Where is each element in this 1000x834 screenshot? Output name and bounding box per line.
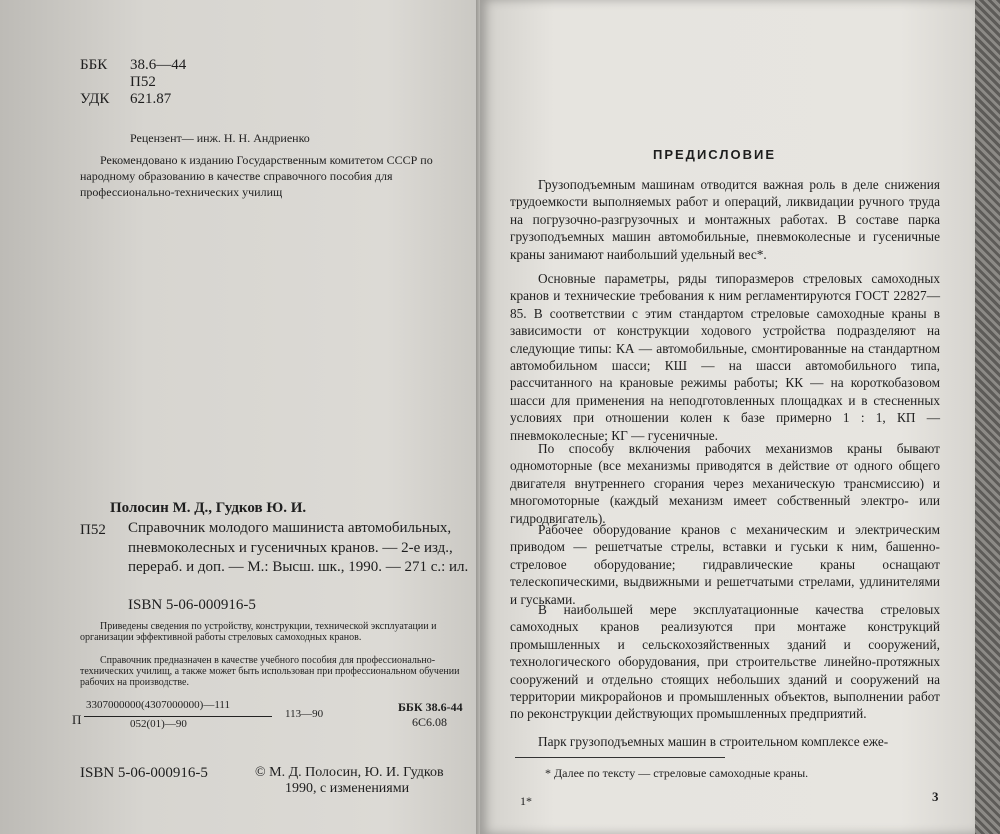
page-number: 3 [932,789,939,804]
preface-paragraph-4: Рабочее оборудование кранов с механическим и электрическим приводом — решетчатые стрелы, вставки и гуськи к ним, башенно-стреловое оборудование; гидравлические краны оснащают телескопическими, выдвижными и решетчатыми стрелами, удлинителями и гуськами. [510,522,940,607]
preface-heading: ПРЕДИСЛОВИЕ [653,147,776,162]
imprint-bbk: ББК 38.6-44 [398,700,463,714]
imprint-denominator: 052(01)—90 [130,718,187,730]
imprint-number: 113—90 [285,708,324,720]
footnote: * Далее по тексту — стреловые самоходные краны. [545,766,809,780]
catalog-code: П52 [80,522,106,538]
imprint-code: 6С6.08 [412,715,448,729]
preface-paragraph-5: В наибольшей мере эксплуатационные качества стреловых самоходных кранов реализуются при монтаже конструкций промышленных и сельскохозяйственных зданий и сооружений, технологического оборудования, при строительстве линейно-протяжных сооружений и отдельно стоящих небольших зданий и сооружений на территории микрорайонов и промышленных объектов, выполнении работ по реконструкции действующих промышленных предприятий. [510,602,940,722]
isbn-short: ISBN 5-06-000916-5 [128,597,256,613]
fraction-line [84,716,272,717]
preface-paragraph-1: Грузоподъемным машинам отводится важная роль в деле снижения трудоемкости выполняемых работ и операций, ликвидации ручного труда на погрузочно-разгрузочных и монтажных работах. В составе парка грузоподъемных машин автомобильные, пневмоколесные и гусеничные краны занимают наибольший удельный вес*. [510,177,940,262]
bbk-value: 38.6—44 [130,57,187,73]
reviewer-line: Рецензент— инж. Н. Н. Андриенко [130,131,310,145]
abstract-1: Приведены сведения по устройству, конструкции, технической эксплуатации и организации эффективной работы стреловых самоходных кранов. [80,621,437,643]
imprint-p: П [72,712,82,727]
udk-label: УДК [80,91,110,107]
footnote-rule [515,757,725,758]
bibliographic-description: Справочник молодого машиниста автомобильных, пневмоколесных и гусеничных кранов. — 2-е изд., перераб. и доп. — М.: Высш. шк., 1990. — 271 с.: ил. [128,520,469,575]
udk-value: 621.87 [130,91,172,107]
copyright-line-2: 1990, с изменениями [285,781,410,796]
left-page [0,0,483,834]
imprint-numerator: 3307000000(4307000000)—111 [86,699,231,711]
bbk-label: ББК [80,57,108,73]
signature-mark: 1* [520,794,532,808]
preface-paragraph-3: По способу включения рабочих механизмов краны бывают одномоторные (все механизмы приводятся в действие от одного общего двигателя внутреннего сгорания через механическую трансмиссию) и многомоторные (каждый механизм имеет собственный электро- или гидродвигатель). [510,441,940,526]
copyright-line-1: © М. Д. Полосин, Ю. И. Гудков [255,765,444,780]
preface-paragraph-2: Основные параметры, ряды типоразмеров стреловых самоходных кранов и технические требования к ним регламентируются ГОСТ 22827—85. В соответствии с этим стандартом стреловые самоходные краны в зависимости от конструкции ходового устройства подразделяют на следующие типы: КА — автомобильные, смонтированные на стандартном автомобильном шасси; КШ — на шасси автомобильного типа, рассчитанного на крановые режимы работы; КК — на короткобазовом шасси для применения на неподготовленных площадках и в стесненных условиях при отношении колен к базе примерно 1 : 1, КП — пневмоколесные; КГ — гусеничные. [510,271,940,443]
authors: Полосин М. Д., Гудков Ю. И. [110,500,307,516]
isbn-full: ISBN 5-06-000916-5 [80,765,208,781]
preface-paragraph-6: Парк грузоподъемных машин в строительном комплексе еже- [538,734,889,749]
recommendation-text: Рекомендовано к изданию Государственным комитетом СССР по народному образованию в качестве справочного пособия для профессионально-технических училищ [80,153,433,199]
p-code: П52 [130,74,156,90]
abstract-2: Справочник предназначен в качестве учебного пособия для профессионально-технических училищ, а также может быть использован при профессиональном обучении рабочих на производстве. [80,655,460,688]
